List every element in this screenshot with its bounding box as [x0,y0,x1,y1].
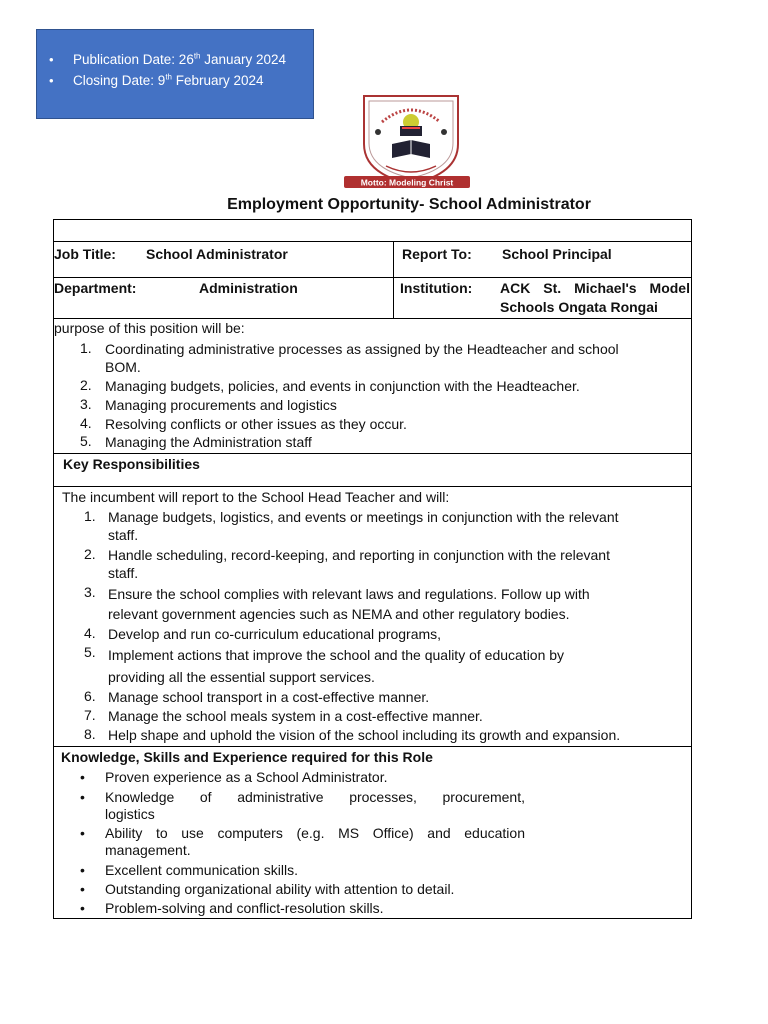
bullet-icon: • [80,769,85,785]
skills-title: Knowledge, Skills and Experience required for this Role [61,749,433,765]
purpose-list [80,340,690,451]
list-item-number: 4. [80,415,92,431]
list-item-text: Manage the school meals system in a cost-effective manner. [108,708,483,724]
school-crest-logo [342,92,472,192]
list-item [80,433,690,451]
department-value: Administration [199,280,298,296]
publication-date-month: January 2024 [200,52,287,67]
key-responsibilities-list [84,508,690,745]
list-item-text: Excellent communication skills. [105,862,298,878]
list-item [80,415,690,433]
list-item-number: 8. [84,726,96,742]
list-item-number: 2. [80,377,92,393]
list-item-number: 3. [84,584,96,600]
list-item [84,644,690,688]
department-label: Department: [54,280,137,296]
list-item-number: 1. [80,340,92,356]
publication-date-text: Publication Date: 26 [73,52,194,67]
purpose-intro: purpose of this position will be: [54,320,245,336]
list-item-text: Manage budgets, logistics, and events or meetings in conjunction with the relevant [108,509,619,525]
list-item-text: Implement actions that improve the school and the quality of education by [108,647,565,663]
list-item-text-cont: relevant government agencies such as NEMA and other regulatory bodies. [108,606,570,622]
list-item-number: 4. [84,625,96,641]
dates-list [49,50,286,92]
list-item-text-cont: staff. [108,527,139,543]
list-item [80,825,525,862]
institution-label: Institution: [400,280,473,296]
list-item [84,508,690,546]
list-item-number: 6. [84,688,96,704]
institution-value-line2: Schools Ongata Rongai [500,299,658,315]
list-item-text-cont: providing all the essential support services. [108,669,375,685]
list-item-text: Managing procurements and logistics [105,397,337,413]
closing-date [49,71,286,92]
list-item [80,862,525,881]
job-title-value: School Administrator [146,246,288,262]
list-item-text: Coordinating administrative processes as assigned by the Headteacher and school [105,341,619,357]
list-item-number: 1. [84,508,96,524]
list-item-text: Handle scheduling, record-keeping, and reporting in conjunction with the relevant [108,547,610,563]
list-item-number: 7. [84,707,96,723]
report-to-value: School Principal [502,246,612,262]
list-item [84,625,690,644]
list-item-text: Ability to use computers (e.g. MS Office) and education [105,825,525,841]
list-item-text: Resolving conflicts or other issues as they occur. [105,416,407,432]
page-title: Employment Opportunity- School Administrator [227,196,591,213]
institution-value-line1: ACK St. Michael's Model [500,280,690,296]
list-item-text-cont: BOM. [105,359,141,375]
list-item [80,340,690,377]
list-item-text: Managing the Administration staff [105,434,312,450]
list-item-text: Ensure the school complies with relevant laws and regulations. Follow up with [108,586,590,602]
blank-row [53,219,692,242]
list-item-text-cont: management. [105,842,191,858]
bullet-icon: • [80,789,85,805]
list-item-text: Manage school transport in a cost-effective manner. [108,689,430,705]
bullet-icon: • [80,825,85,841]
list-item [84,688,690,707]
key-responsibilities-title: Key Responsibilities [63,456,200,472]
job-title-label: Job Title: [54,246,116,262]
list-item-text: Managing budgets, policies, and events in conjunction with the Headteacher. [105,378,580,394]
bullet-icon: • [80,881,85,897]
list-item [80,900,525,919]
crest-motto: Motto: Modeling Christ [360,177,454,188]
list-item-text: Proven experience as a School Administrator. [105,769,388,785]
report-to-label: Report To: [402,246,472,262]
bullet-icon: • [80,900,85,916]
list-item [80,769,525,789]
list-item-text: Help shape and uphold the vision of the school including its growth and expansion. [108,727,621,743]
dates-box [36,29,314,119]
closing-date-month: February 2024 [171,73,264,88]
publication-date [49,50,286,71]
list-item [84,726,690,745]
list-item-text-cont: logistics [105,806,155,822]
list-item-number: 5. [80,433,92,449]
publication-date-sup: th [193,51,201,61]
list-item-number: 3. [80,396,92,412]
list-item-text: Problem-solving and conflict-resolution skills. [105,900,384,916]
list-item-text: Knowledge of administrative processes, procurement, [105,789,525,805]
closing-date-sup: th [165,72,172,82]
list-item [80,377,690,396]
list-item-text: Develop and run co-curriculum educational programs, [108,626,442,642]
list-item-number: 5. [84,644,96,660]
list-item-text-cont: staff. [108,565,139,581]
list-item [80,789,525,825]
list-item [84,546,690,584]
list-item [84,707,690,726]
skills-list [80,769,525,919]
list-item [80,881,525,900]
closing-date-text: Closing Date: 9 [73,73,166,88]
list-item-number: 2. [84,546,96,562]
list-item [80,396,690,415]
list-item [84,584,690,625]
bullet-icon: • [80,862,85,878]
list-item-text: Outstanding organizational ability with attention to detail. [105,881,455,897]
key-responsibilities-intro: The incumbent will report to the School Head Teacher and will: [62,489,450,505]
